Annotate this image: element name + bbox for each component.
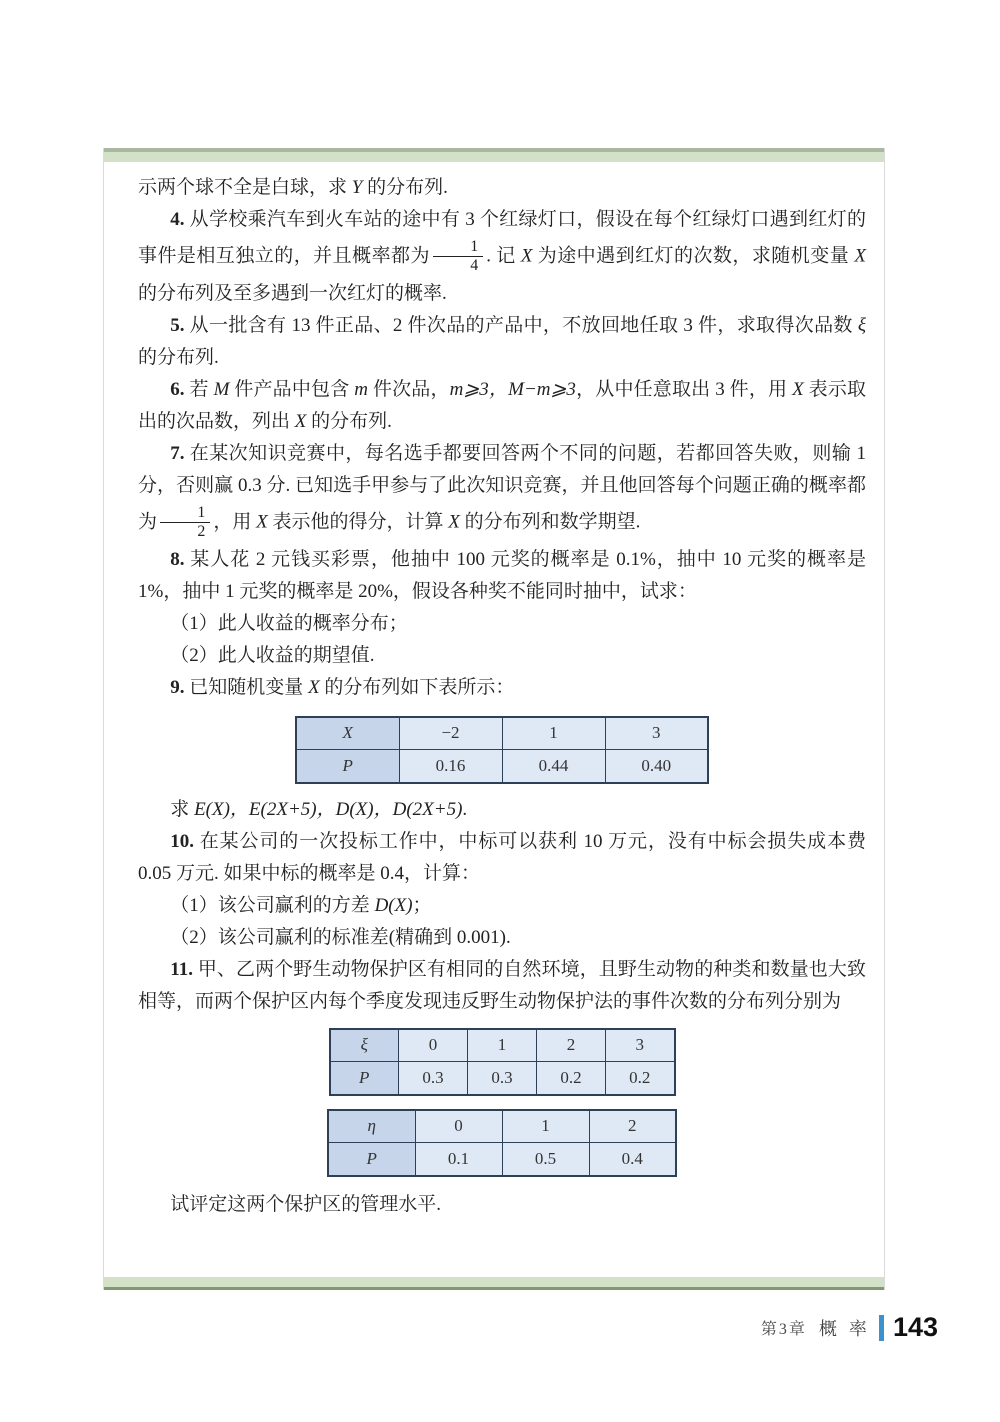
page-number: 143: [892, 1312, 938, 1342]
value-cell: 0.44: [502, 750, 605, 783]
value-cell: 0.2: [537, 1062, 606, 1095]
math-expression: E(X)，E(2X+5)，D(X)，D(2X+5): [194, 798, 463, 820]
value-cell: 0.3: [468, 1062, 537, 1095]
value-cell: −2: [399, 717, 502, 750]
problem-10-item-1: [138, 890, 866, 922]
text-run: 从一批含有 13 件正品、2 件次品的产品中，不放回地任取 3 件，求取得次品数: [184, 314, 858, 336]
value-cell: 3: [606, 1029, 675, 1062]
math-expression: m⩾3，M−m⩾3: [449, 378, 576, 400]
row-header-cell: P: [328, 1143, 415, 1176]
problem-9: [138, 672, 866, 704]
text-run: 从学校乘汽车到火车站的途中有 3 个红绿灯口，假设在每个红绿灯口遇到红灯的事件是相互独立的，并且概率都为: [138, 209, 866, 267]
text-run: 表示取出的次品数，列出: [138, 378, 866, 432]
problem-number: 8.: [170, 548, 185, 570]
intro-line: [138, 172, 866, 204]
fraction: [433, 236, 483, 278]
math-variable: X: [520, 245, 533, 267]
math-variable: M: [213, 378, 230, 400]
row-header-cell: η: [328, 1110, 415, 1143]
table-problem-9: [295, 716, 709, 784]
value-cell: 0.40: [605, 750, 708, 783]
text-run: 若: [184, 378, 214, 400]
value-cell: 2: [537, 1029, 606, 1062]
math-variable: X: [792, 378, 804, 400]
table-row: [296, 717, 708, 750]
text-run: 已知随机变量: [184, 676, 309, 698]
fraction-numerator: 1: [433, 238, 483, 257]
problem-5: [138, 310, 866, 374]
fraction-denominator: 2: [197, 523, 206, 541]
value-cell: 1: [502, 717, 605, 750]
math-variable: m: [354, 378, 369, 400]
math-variable: X: [294, 410, 307, 432]
page-content: [104, 162, 884, 1221]
math-variable: X: [308, 676, 320, 698]
math-variable: X: [854, 245, 866, 267]
problem-10-item-2: [138, 922, 866, 954]
problem-11: [138, 954, 866, 1018]
text-run: 示两个球不全是白球，求: [138, 177, 352, 198]
closing-line: [138, 1189, 866, 1221]
text-run: 求: [170, 798, 195, 820]
math-variable: X: [448, 511, 460, 533]
fraction-numerator: 1: [160, 504, 210, 523]
text-run: （2）此人收益的期望值.: [170, 644, 375, 666]
problem-number: 5.: [170, 314, 185, 336]
bottom-green-bar-edge: [104, 1287, 884, 1290]
table-row: [330, 1062, 675, 1095]
problem-4: [138, 204, 866, 310]
table-row: [328, 1143, 676, 1176]
text-run: 的分布列如下表所示：: [319, 676, 515, 698]
value-cell: 0.16: [399, 750, 502, 783]
problem-7: [138, 438, 866, 544]
text-run: 某人花 2 元钱买彩票，他抽中 100 元奖的概率是 0.1%，抽中 10 元奖的概率是 1%，抽中 1 元奖的概率是 20%，假设各种奖不能同时抽中，试求：: [138, 548, 866, 602]
fraction-denominator: 4: [470, 257, 479, 275]
text-run: （2）该公司赢利的标准差(精确到 0.001).: [170, 926, 511, 948]
problem-8-item-2: [138, 640, 866, 672]
text-run: 的分布列.: [306, 410, 392, 432]
problem-number: 11.: [170, 958, 193, 980]
text-run: 的分布列和数学期望.: [459, 511, 641, 533]
value-cell: 3: [605, 717, 708, 750]
table-problem-11-xi: [329, 1028, 676, 1096]
text-run: （1）此人收益的概率分布；: [170, 612, 408, 634]
footer-chapter: 第3章: [760, 1321, 807, 1338]
row-header-cell: P: [330, 1062, 399, 1095]
value-cell: 0.2: [606, 1062, 675, 1095]
value-cell: 0: [399, 1029, 468, 1062]
problem-9-question: [138, 794, 866, 826]
bottom-green-bar-fill: [104, 1277, 884, 1287]
text-run: ，从中任意取出 3 件，用: [575, 378, 793, 400]
value-cell: 2: [589, 1110, 676, 1143]
top-green-bar: [104, 148, 884, 162]
text-run: 甲、乙两个野生动物保护区有相同的自然环境，且野生动物的种类和数量也大致相等，而两个保护区内每个季度发现违反野生动物保护法的事件次数的分布列分别为: [138, 958, 866, 1012]
value-cell: 0.5: [502, 1143, 589, 1176]
math-variable: Y: [351, 177, 363, 198]
table-row: [328, 1110, 676, 1143]
problem-6: [138, 374, 866, 438]
text-run: 为途中遇到红灯的次数，求随机变量: [532, 245, 855, 267]
text-run: 在某次知识竞赛中，每名选手都要回答两个不同的问题，若都回答失败，则输 1 分，否则赢 0.3 分. 已知选手甲参与了此次知识竞赛，并且他回答每个问题正确的概率都为: [138, 442, 866, 533]
row-header-cell: X: [296, 717, 399, 750]
textbook-page: [103, 148, 885, 1290]
math-variable: X: [256, 511, 268, 533]
value-cell: 1: [468, 1029, 537, 1062]
page-footer: [761, 1312, 938, 1343]
text-run: ；: [412, 894, 432, 916]
math-expression: D(X): [374, 894, 413, 916]
problem-number: 7.: [170, 442, 185, 464]
problem-number: 10.: [170, 830, 195, 852]
text-run: （1）该公司赢利的方差: [170, 894, 375, 916]
row-header-cell: ξ: [330, 1029, 399, 1062]
problem-number: 9.: [170, 676, 185, 698]
text-run: . 记: [486, 245, 521, 267]
text-run: 件次品，: [368, 378, 450, 400]
bottom-green-bar: [104, 1277, 884, 1290]
fraction: [160, 502, 210, 544]
problem-8: [138, 544, 866, 608]
problem-10: [138, 826, 866, 890]
problem-number: 4.: [170, 209, 185, 230]
text-run: 的分布列.: [138, 346, 219, 368]
footer-accent-bar: [879, 1315, 884, 1341]
text-run: 表示他的得分，计算: [267, 511, 449, 533]
footer-section: 概率: [818, 1318, 879, 1339]
text-run: 在某公司的一次投标工作中，中标可以获利 10 万元，没有中标会损失成本费 0.05 万元. 如果中标的概率是 0.4，计算：: [138, 830, 866, 884]
text-run: 试评定这两个保护区的管理水平.: [170, 1193, 442, 1215]
value-cell: 1: [502, 1110, 589, 1143]
value-cell: 0: [415, 1110, 502, 1143]
text-run: .: [462, 798, 468, 820]
value-cell: 0.4: [589, 1143, 676, 1176]
problem-number: 6.: [170, 378, 185, 400]
top-green-bar-fill: [104, 152, 884, 162]
table-row: [330, 1029, 675, 1062]
text-run: ，用: [213, 511, 257, 533]
text-run: 的分布列及至多遇到一次红灯的概率.: [138, 282, 447, 304]
text-run: 的分布列.: [362, 177, 448, 198]
value-cell: 0.1: [415, 1143, 502, 1176]
value-cell: 0.3: [399, 1062, 468, 1095]
problem-8-item-1: [138, 608, 866, 640]
table-row: [296, 750, 708, 783]
table-problem-11-eta: [327, 1109, 677, 1177]
row-header-cell: P: [296, 750, 399, 783]
math-variable: ξ: [857, 314, 866, 336]
text-run: 件产品中包含: [229, 378, 355, 400]
